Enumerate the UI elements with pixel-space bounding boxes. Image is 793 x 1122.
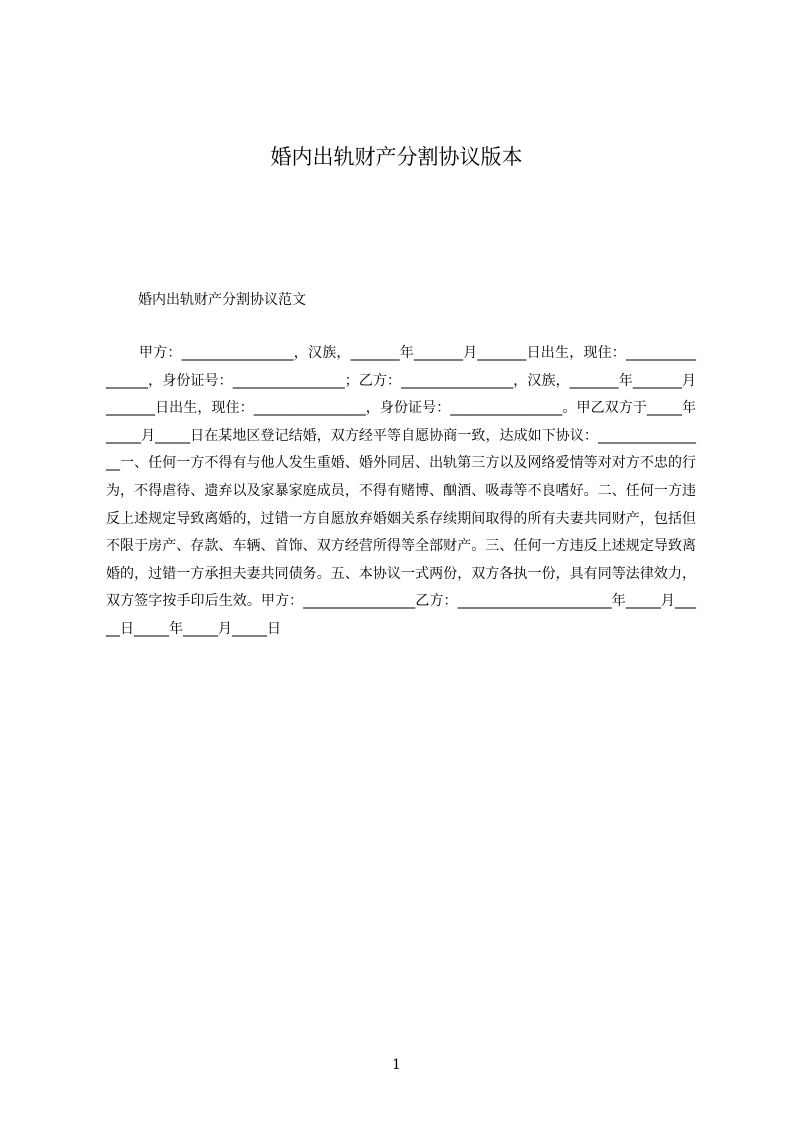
page-number: 1 bbox=[392, 1057, 401, 1073]
document-subtitle: 婚内出轨财产分割协议范文 bbox=[138, 292, 306, 308]
agreement-body: 甲方：________________，汉族，_______年_______月_______日出生，现住：________________，身份证号：________________；乙方：________________，汉族，_______年_______月_______日出生，现住：________________，身份证号：________________。甲乙双方于_____年_____月_____日在某地区登记结婚，双方经平等自愿协商一致，达成如下协议：________________一、任何一方不得有与他人发生重婚、婚外同居、出轨第三方以及网络爱情等对对方不忠的行为，不得虐待、遗弃以及家暴家庭成员，不得有赌博、酗酒、吸毒等不良嗜好。二、任何一方违反上述规定导致离婚的，过错一方自愿放弃婚姻关系存续期间取得的所有夫妻共同财产，包括但不限于房产、存款、车辆、首饰、双方经营所得等全部财产。三、任何一方违反上述规定导致离婚的，过错一方承担夫妻共同债务。五、本协议一式两份，双方各执一份，具有同等法律效力，双方签字按手印后生效。甲方：________________乙方：______________________年_____月_____日_____年_____月_____日 bbox=[106, 345, 696, 637]
document-title: 婚内出轨财产分割协议版本 bbox=[270, 145, 523, 169]
